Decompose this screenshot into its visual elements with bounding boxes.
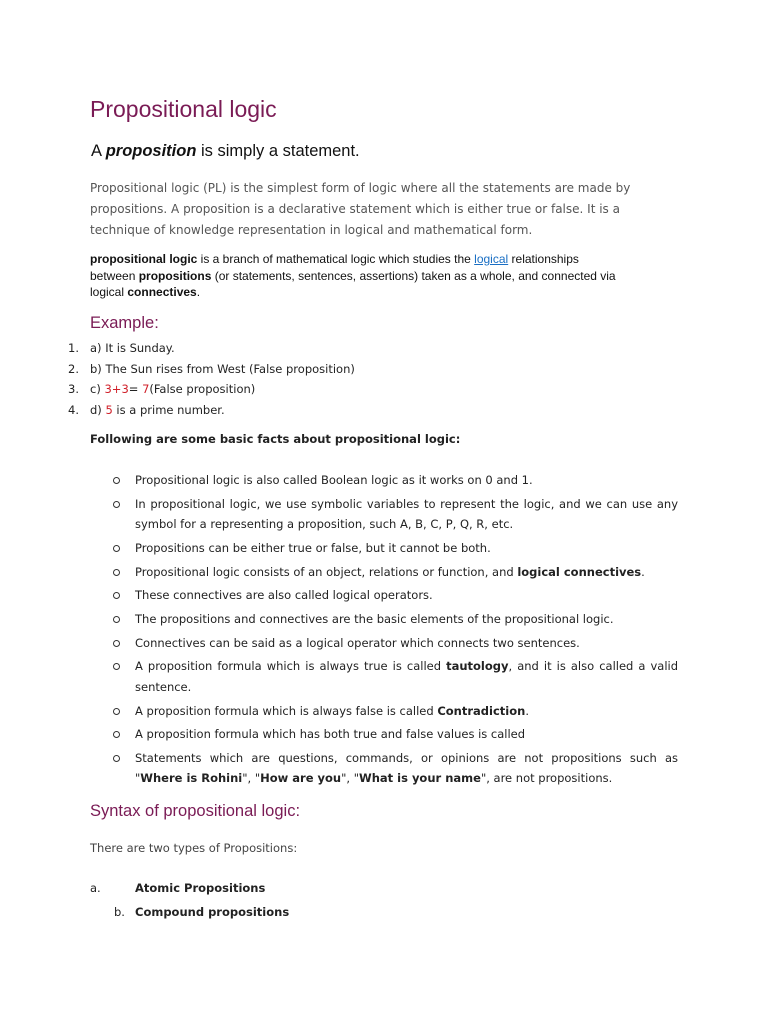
syntax-intro: There are two types of Propositions:	[90, 841, 298, 855]
ex3-post: (False proposition)	[149, 382, 256, 396]
fact-bold: Contradiction	[437, 703, 526, 718]
bullet-circle-icon	[113, 501, 120, 508]
bullet-circle-icon	[113, 592, 120, 599]
list-item	[0, 748, 678, 789]
list-item	[0, 562, 678, 583]
logical-link[interactable]: logical	[474, 252, 509, 266]
ex4-pre: d)	[90, 402, 106, 417]
def-connectives: connectives	[127, 285, 197, 299]
ex3-a: 3	[104, 382, 112, 396]
list-number: 1.	[68, 341, 79, 355]
def-term: propositional logic	[90, 252, 198, 266]
list-item	[0, 633, 678, 654]
lead-sentence	[91, 142, 360, 161]
list-item	[0, 585, 678, 606]
lead-term: proposition	[105, 142, 197, 160]
fact-text: Statements which are questions, commands, or opinions are not propositions such as "	[135, 750, 678, 786]
fact-text-end: .	[641, 564, 645, 579]
ex3-b: 3	[121, 382, 129, 396]
list-item	[0, 724, 678, 745]
fact-text-end: , and it is also called a valid sentence.	[135, 659, 679, 694]
facts-list	[0, 470, 768, 792]
fact-text: Connectives can be said as a logical operator which connects two sentences.	[135, 635, 580, 650]
list-text: Atomic Propositions	[135, 881, 266, 895]
fact-text: In propositional logic, we use symbolic variables to represent the logic, and we can use any symbol for a representing a proposition, such A, B, C, P, Q, R, etc.	[135, 496, 678, 532]
def-text-2: relationships	[508, 252, 579, 266]
list-text: b) The Sun rises from West (False proposition)	[90, 361, 355, 376]
fact-bold: logical connectives	[517, 564, 642, 579]
list-item	[0, 701, 678, 722]
def-text-1: is a branch of mathematical logic which studies the	[197, 252, 475, 266]
fact-text: Propositions can be either true or false, but it cannot be both.	[135, 540, 491, 555]
bullet-circle-icon	[113, 545, 120, 552]
list-item	[0, 902, 768, 926]
list-text	[90, 379, 255, 400]
page-title: Propositional logic	[90, 96, 277, 122]
definition-paragraph	[90, 251, 650, 301]
ex3-c: 7	[142, 382, 150, 396]
example-heading: Example:	[90, 314, 159, 332]
list-number: 2.	[68, 361, 79, 376]
proposition-types-list	[0, 878, 768, 926]
fact-bold: Where is Rohini	[140, 771, 243, 786]
fact-text: A proposition formula which has both true and false values is called	[135, 727, 526, 742]
fact-text: The propositions and connectives are the basic elements of the propositional logic.	[135, 611, 614, 626]
list-item	[0, 494, 678, 535]
intro-paragraph: Propositional logic (PL) is the simplest form of logic where all the statements are made by propositions. A proposition is a declarative statement which is either true or false. It is a technique of knowledge representation in logical and mathematical form.	[90, 181, 631, 237]
ex3-pre: c)	[90, 382, 105, 396]
list-text: Compound propositions	[135, 905, 290, 919]
list-text: a) It is Sunday.	[90, 341, 175, 355]
bullet-circle-icon	[113, 569, 120, 576]
list-item	[0, 379, 768, 400]
list-item	[0, 656, 678, 697]
ex4-post: is a prime number.	[112, 402, 225, 417]
fact-text: These connectives are also called logical operators.	[135, 588, 433, 603]
list-item	[0, 878, 768, 902]
ex4-n: 5	[105, 402, 113, 417]
bullet-circle-icon	[113, 616, 120, 623]
def-propositions: propositions	[138, 268, 212, 283]
list-marker: b.	[114, 905, 125, 919]
fact-text: Propositional logic is also called Boolean logic as it works on 0 and 1.	[135, 473, 533, 487]
bullet-circle-icon	[113, 755, 120, 762]
bullet-circle-icon	[113, 663, 120, 670]
list-item	[0, 338, 768, 359]
fact-text: A proposition formula which is always false is called	[135, 703, 438, 718]
bullet-circle-icon	[113, 640, 120, 647]
fact-text: A proposition formula which is always true is called	[135, 659, 447, 674]
lead-pre: A	[91, 142, 106, 160]
list-text	[90, 400, 225, 421]
list-item	[0, 359, 768, 380]
def-text-4: (or statements, sentences, assertions) taken as a whole, and connected via	[211, 268, 616, 283]
fact-bold: tautology	[446, 659, 509, 674]
list-item	[0, 538, 678, 559]
def-period: .	[196, 285, 201, 299]
ex3-eq: =	[128, 382, 143, 396]
syntax-heading: Syntax of propositional logic:	[90, 802, 301, 820]
facts-heading: Following are some basic facts about propositional logic:	[90, 432, 461, 446]
bullet-circle-icon	[113, 708, 120, 715]
fact-bold: What is your name	[359, 771, 481, 786]
ex3-plus: +	[111, 382, 122, 396]
bullet-circle-icon	[113, 477, 120, 484]
list-item	[0, 400, 768, 421]
def-text-5: logical	[90, 285, 128, 299]
list-item	[0, 609, 678, 630]
fact-text: ", "	[341, 771, 360, 786]
list-number: 3.	[68, 382, 79, 396]
bullet-circle-icon	[113, 731, 120, 738]
def-text-3: between	[90, 268, 139, 283]
fact-text-end: .	[525, 703, 529, 718]
example-list	[0, 338, 768, 420]
list-number: 4.	[68, 402, 79, 417]
fact-bold: How are you	[260, 771, 342, 786]
list-marker: a.	[90, 881, 101, 895]
fact-text: Propositional logic consists of an object, relations or function, and	[135, 564, 518, 579]
fact-text: ", "	[242, 771, 261, 786]
lead-post: is simply a statement.	[196, 142, 360, 160]
list-item	[0, 470, 678, 491]
fact-text-end: ", are not propositions.	[480, 771, 613, 786]
